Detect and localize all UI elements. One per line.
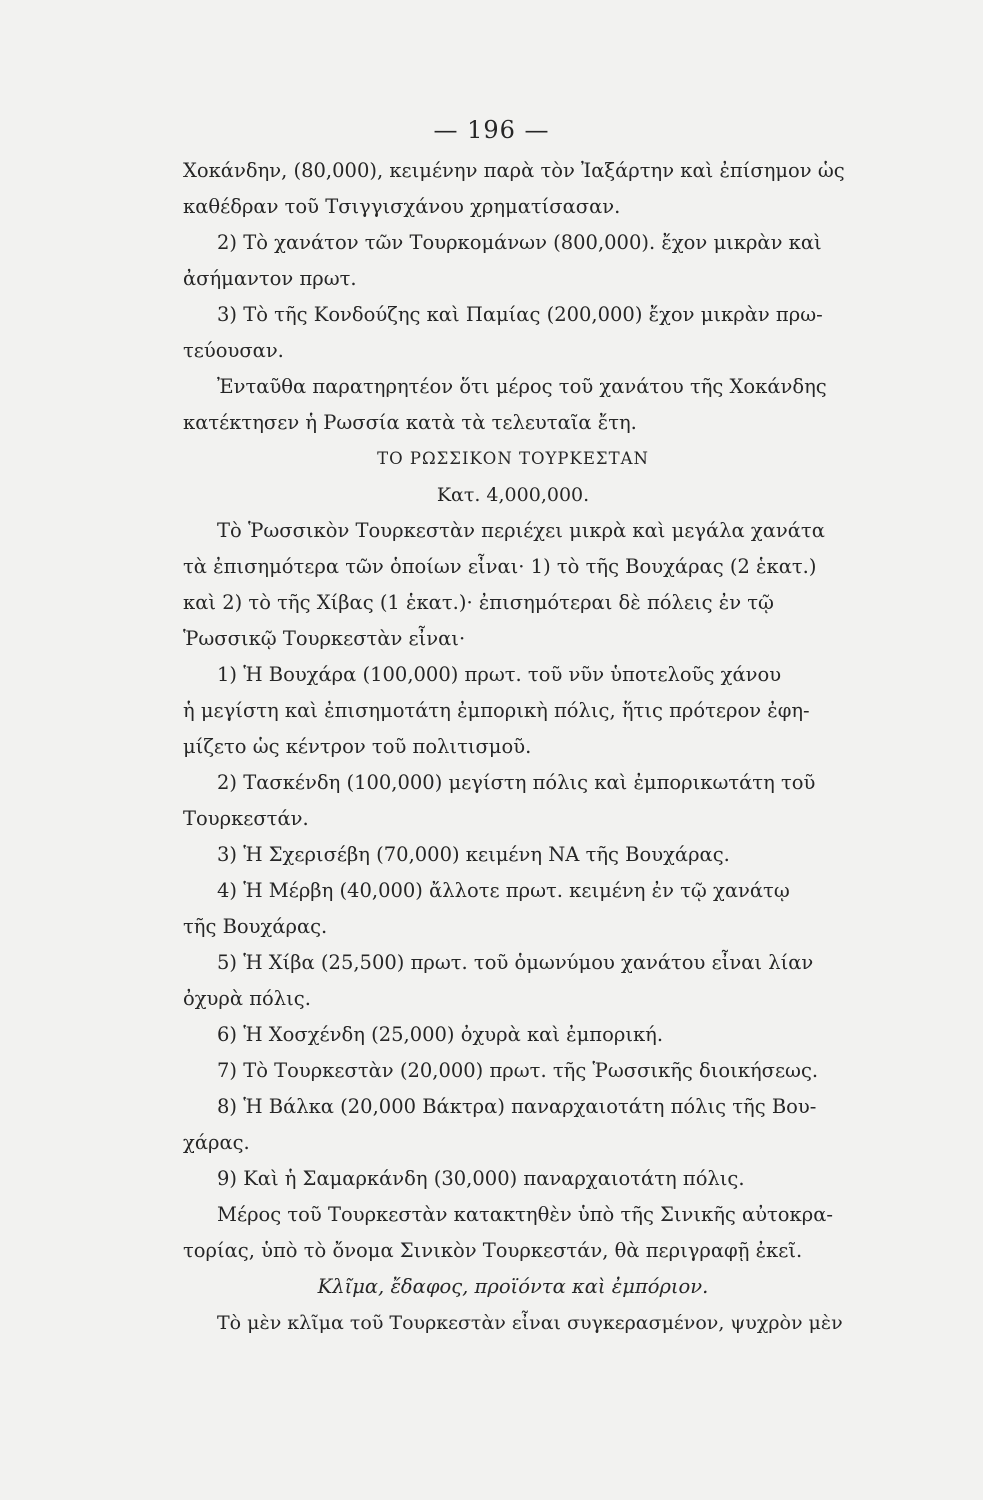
text-line: 7) Τὸ Τουρκεστὰν (20,000) πρωτ. τῆς Ῥωσσικῆς διοικήσεως. — [217, 1059, 819, 1082]
text-line: καθέδραν τοῦ Τσιγγισχάνου χρηματίσασαν. — [183, 195, 621, 218]
text-line: Ἐνταῦθα παρατηρητέον ὅτι μέρος τοῦ χανάτου τῆς Χοκάνδης — [217, 375, 827, 398]
text-line: τορίας, ὑπὸ τὸ ὄνομα Σινικὸν Τουρκεστάν, θὰ περιγραφῇ ἐκεῖ. — [183, 1239, 803, 1262]
text-line: 2) Τασκένδη (100,000) μεγίστη πόλις καὶ ἐμπορικωτάτη τοῦ — [217, 771, 816, 794]
text-line: καὶ 2) τὸ τῆς Χίβας (1 ἑκατ.)· ἐπισημότεραι δὲ πόλεις ἐν τῷ — [183, 591, 774, 614]
text-line: τὰ ἐπισημότερα τῶν ὁποίων εἶναι· 1) τὸ τῆς Βουχάρας (2 ἑκατ.) — [183, 555, 817, 578]
text-line: 3) Τὸ τῆς Κονδούζης καὶ Παμίας (200,000) ἔχον μικρὰν πρω- — [217, 303, 823, 326]
text-line: Ῥωσσικῷ Τουρκεστὰν εἶναι· — [183, 627, 466, 650]
body-text — [183, 153, 843, 1341]
text-line: 3) Ἡ Σχερισέβη (70,000) κειμένη ΝΑ τῆς Βουχάρας. — [217, 843, 730, 866]
page-number: — 196 — — [433, 116, 550, 144]
text-line: μίζετο ὡς κέντρον τοῦ πολιτισμοῦ. — [183, 735, 532, 758]
text-line: 2) Τὸ χανάτον τῶν Τουρκομάνων (800,000). ἔχον μικρὰν καὶ — [217, 231, 822, 254]
section-subheading: Κατ. 4,000,000. — [436, 484, 590, 506]
text-line: Χοκάνδην, (80,000), κειμένην παρὰ τὸν Ἰαξάρτην καὶ ἐπίσημον ὡς — [183, 159, 845, 182]
subsection-heading: Κλῖμα, ἔδαφος, προϊόντα καὶ ἐμπόριον. — [317, 1275, 709, 1298]
text-line: Τουρκεστάν. — [183, 807, 309, 830]
text-line: 6) Ἡ Χοσχένδη (25,000) ὀχυρὰ καὶ ἐμπορική. — [217, 1023, 664, 1046]
text-line: 5) Ἡ Χίβα (25,500) πρωτ. τοῦ ὁμωνύμου χανάτου εἶναι λίαν — [217, 951, 814, 974]
text-line: χάρας. — [183, 1131, 250, 1154]
text-line: Μέρος τοῦ Τουρκεστὰν κατακτηθὲν ὑπὸ τῆς Σινικῆς αὐτοκρα- — [217, 1203, 833, 1226]
section-heading: ΤΟ ΡΩΣΣΙΚΟΝ ΤΟΥΡΚΕΣΤΑΝ — [377, 449, 649, 468]
text-line: ἡ μεγίστη καὶ ἐπισημοτάτη ἐμπορικὴ πόλις, ἥτις πρότερον ἐφη- — [183, 699, 810, 722]
text-line: Τὸ μὲν κλῖμα τοῦ Τουρκεστὰν εἶναι συγκερασμένον, ψυχρὸν μὲν — [217, 1312, 843, 1334]
text-line: 8) Ἡ Βάλκα (20,000 Βάκτρα) παναρχαιοτάτη πόλις τῆς Βου- — [217, 1095, 817, 1118]
text-line: τεύουσαν. — [183, 339, 284, 362]
text-line: 9) Καὶ ἡ Σαμαρκάνδη (30,000) παναρχαιοτάτη πόλις. — [217, 1167, 745, 1190]
text-line: τῆς Βουχάρας. — [183, 915, 328, 938]
text-line: Τὸ Ῥωσσικὸν Τουρκεστὰν περιέχει μικρὰ καὶ μεγάλα χανάτα — [217, 519, 825, 542]
text-line: 4) Ἡ Μέρβη (40,000) ἄλλοτε πρωτ. κειμένη ἐν τῷ χανάτῳ — [217, 879, 790, 902]
text-line: 1) Ἡ Βουχάρα (100,000) πρωτ. τοῦ νῦν ὑποτελοῦς χάνου — [217, 663, 782, 686]
text-line: ὀχυρὰ πόλις. — [183, 987, 311, 1010]
text-line: κατέκτησεν ἡ Ρωσσία κατὰ τὰ τελευταῖα ἔτη. — [183, 411, 637, 434]
text-line: ἀσήμαντον πρωτ. — [183, 267, 357, 290]
